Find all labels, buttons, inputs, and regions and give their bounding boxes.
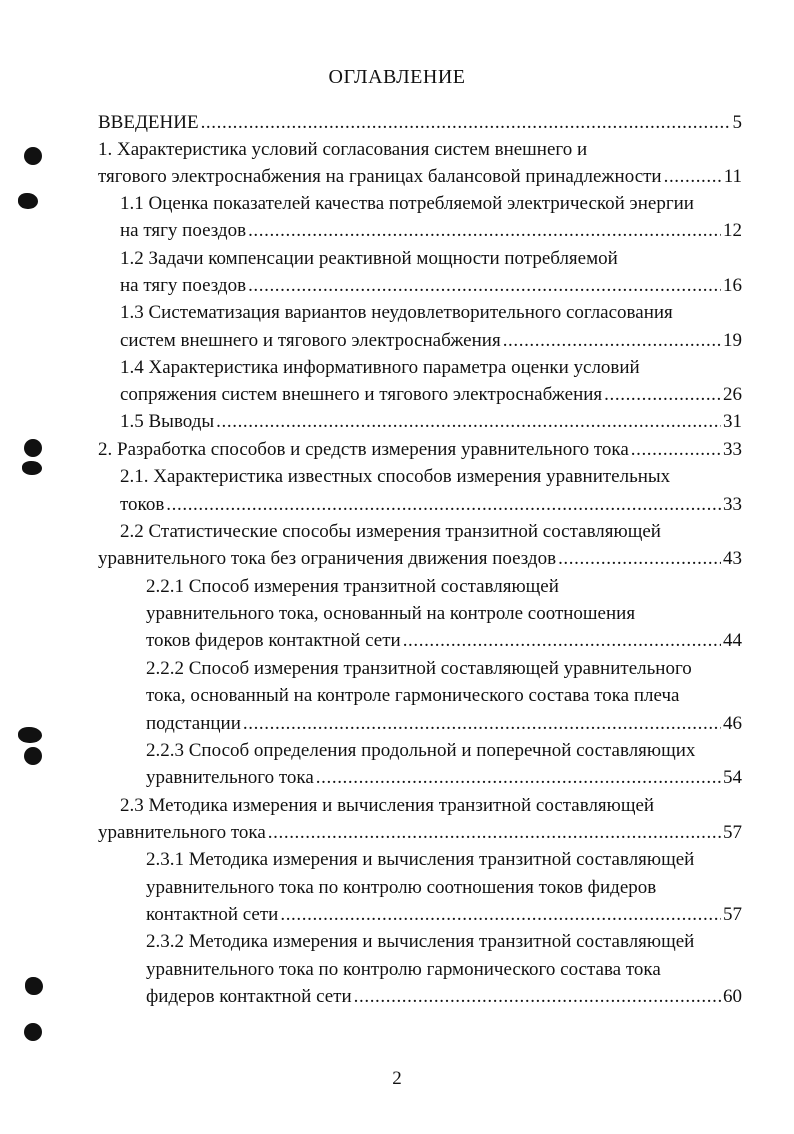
dot-leader: [248, 274, 721, 298]
toc-page-number: 33: [723, 439, 742, 460]
toc-entry-section-2-2-2[interactable]: [146, 712, 742, 736]
toc-page-number: 16: [723, 275, 742, 296]
toc-entry-chapter-2[interactable]: [98, 438, 742, 462]
toc-entry-section-1-3[interactable]: [120, 329, 742, 353]
toc-entry-line: 2.3 Методика измерения и вычисления транзитной составляющей: [120, 795, 655, 816]
toc-page-number: 33: [723, 494, 742, 515]
toc-page-number: 31: [723, 411, 742, 432]
toc-title: ОГЛАВЛЕНИЕ: [328, 66, 466, 88]
toc-entry-line: 2.2.1 Способ измерения транзитной составляющей: [146, 576, 559, 597]
toc-entry-section-1-5[interactable]: [120, 410, 742, 434]
toc-entry-section-2-2[interactable]: [98, 547, 742, 571]
binder-hole-mark: [18, 727, 42, 743]
toc-entry-text: тягового электроснабжения на границах балансовой принадлежности: [98, 166, 662, 187]
toc-page-number: 11: [723, 166, 742, 187]
toc-page-number: 43: [723, 548, 742, 569]
toc-page-number: 46: [723, 713, 742, 734]
toc-entry-line: тока, основанный на контроле гармонического состава тока плеча: [146, 685, 680, 706]
toc-entry-line: уравнительного тока по контролю гармонического состава тока: [146, 959, 661, 980]
dot-leader: [503, 329, 721, 353]
toc-entry-line: 2.3.1 Методика измерения и вычисления транзитной составляющей: [146, 849, 695, 870]
toc-entry-text: уравнительного тока: [146, 767, 314, 788]
dot-leader: [268, 821, 721, 845]
toc-page-number: 5: [732, 112, 742, 133]
toc-entry-text: 2. Разработка способов и средств измерения уравнительного тока: [98, 439, 629, 460]
toc-entry-text: уравнительного тока без ограничения движения поездов: [98, 548, 557, 569]
toc-entry-line: 2.2.2 Способ измерения транзитной составляющей уравнительного: [146, 658, 692, 679]
toc-entry-section-2-2-1[interactable]: [146, 629, 742, 653]
toc-entry-line: 2.2.3 Способ определения продольной и поперечной составляющих: [146, 740, 696, 761]
toc-page-number: 44: [723, 630, 742, 651]
toc-page-number: 57: [723, 822, 742, 843]
toc-entry-text: на тягу поездов: [120, 275, 247, 296]
binder-hole-mark: [24, 147, 42, 165]
toc-page-number: 26: [723, 384, 742, 405]
toc-entry-line: 1.1 Оценка показателей качества потребляемой электрической энергии: [120, 193, 694, 214]
toc-page-number: 12: [723, 220, 742, 241]
binder-hole-mark: [24, 439, 42, 457]
page-number: 2: [392, 1068, 402, 1089]
dot-leader: [604, 383, 721, 407]
dot-leader: [316, 766, 721, 790]
dot-leader: [631, 438, 721, 462]
dot-leader: [248, 219, 721, 243]
toc-page-number: 57: [723, 904, 742, 925]
toc-page-number: 19: [723, 330, 742, 351]
toc-entry-line: 2.3.2 Методика измерения и вычисления транзитной составляющей: [146, 931, 695, 952]
dot-leader: [166, 493, 721, 517]
binder-hole-mark: [24, 1023, 42, 1041]
binder-hole-mark: [24, 747, 42, 765]
toc-entry-text: на тягу поездов: [120, 220, 247, 241]
toc-entry-text: уравнительного тока: [98, 822, 266, 843]
toc-entry-line: 1.4 Характеристика информативного параметра оценки условий: [120, 357, 640, 378]
toc-entry-line: уравнительного тока, основанный на контроле соотношения: [146, 603, 636, 624]
toc-entry-section-2-3[interactable]: [98, 821, 742, 845]
toc-entry-text: систем внешнего и тягового электроснабжения: [120, 330, 501, 351]
toc-entry-section-2-3-2[interactable]: [146, 985, 742, 1009]
toc-entry-text: токов: [120, 494, 165, 515]
dot-leader: [201, 111, 731, 135]
toc-entry-text: контактной сети: [146, 904, 279, 925]
binder-hole-mark: [18, 193, 38, 209]
toc-entry-line: уравнительного тока по контролю соотношения токов фидеров: [146, 877, 657, 898]
toc-entry-line: 2.2 Статистические способы измерения транзитной составляющей: [120, 521, 661, 542]
toc-entry-chapter-1[interactable]: [98, 165, 742, 189]
dot-leader: [664, 165, 722, 189]
binder-hole-mark: [22, 461, 42, 475]
toc-entry-text: токов фидеров контактной сети: [146, 630, 401, 651]
toc-entry-line: 1.3 Систематизация вариантов неудовлетворительного согласования: [120, 302, 673, 323]
toc-entry-section-2-1[interactable]: [120, 493, 742, 517]
toc-entry-line: 1. Характеристика условий согласования систем внешнего и: [98, 139, 588, 160]
toc-entry-text: фидеров контактной сети: [146, 986, 352, 1007]
toc-entry-section-2-3-1[interactable]: [146, 903, 742, 927]
toc-entry-introduction[interactable]: [98, 111, 742, 135]
toc-entry-section-2-2-3[interactable]: [146, 766, 742, 790]
dot-leader: [280, 903, 721, 927]
toc-entry-section-1-2[interactable]: [120, 274, 742, 298]
toc-entry-text: ВВЕДЕНИЕ: [98, 112, 199, 133]
toc-entry-text: сопряжения систем внешнего и тягового электроснабжения: [120, 384, 603, 405]
dot-leader: [354, 985, 721, 1009]
toc-entry-line: 1.2 Задачи компенсации реактивной мощности потребляемой: [120, 248, 618, 269]
toc-page-number: 54: [723, 767, 742, 788]
dot-leader: [216, 410, 721, 434]
toc-entry-line: 2.1. Характеристика известных способов измерения уравнительных: [120, 466, 671, 487]
dot-leader: [243, 712, 721, 736]
dot-leader: [403, 629, 721, 653]
binder-hole-mark: [25, 977, 43, 995]
toc-entry-text: подстанции: [146, 713, 241, 734]
toc-entry-section-1-1[interactable]: [120, 219, 742, 243]
dot-leader: [558, 547, 721, 571]
toc-entry-text: 1.5 Выводы: [120, 411, 215, 432]
toc-entry-section-1-4[interactable]: [120, 383, 742, 407]
toc-page-number: 60: [723, 986, 742, 1007]
